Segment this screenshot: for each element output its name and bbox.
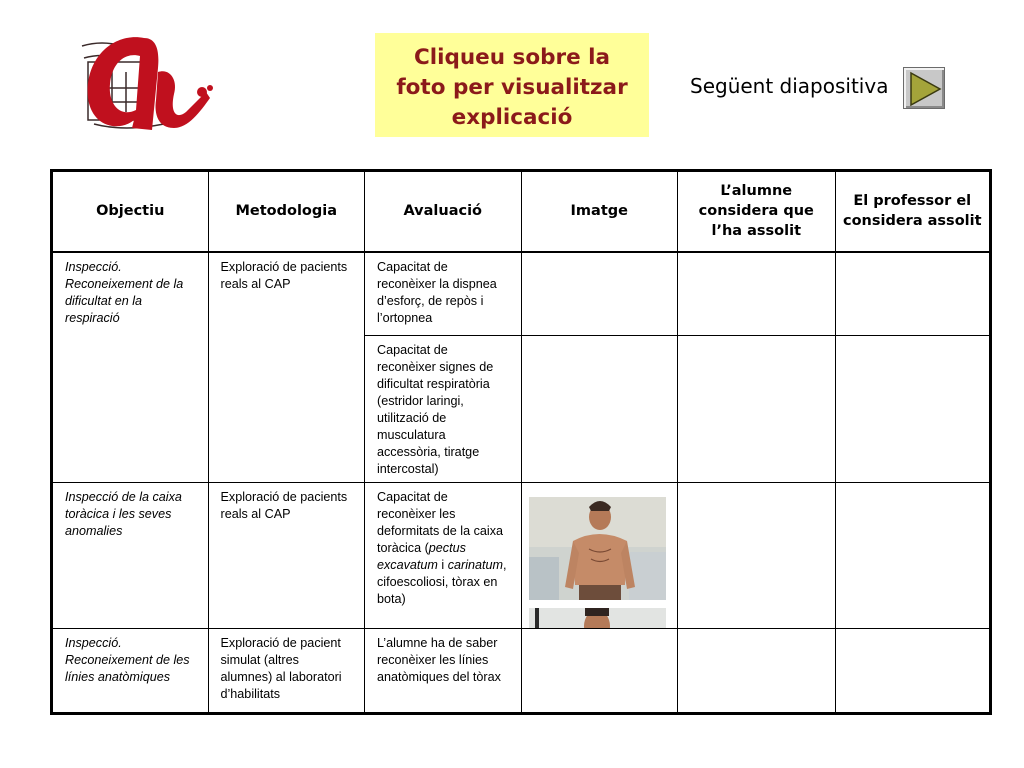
header-metodologia: Metodologia xyxy=(208,171,365,252)
callout-line-2: foto per visualitzar xyxy=(396,75,628,100)
next-slide-button[interactable] xyxy=(903,67,945,109)
alumne-check-cell[interactable] xyxy=(678,629,836,714)
header-alumne-assolit: L’alumne considera que l’ha assolit xyxy=(678,171,836,252)
thorax-front-photo[interactable] xyxy=(529,497,666,600)
metodologia-cell: Exploració de pacients reals al CAP xyxy=(208,483,365,629)
professor-check-cell[interactable] xyxy=(835,483,991,629)
objectiu-cell: Inspecció. Reconeixement de les línies anatòmiques xyxy=(52,629,209,714)
table-row xyxy=(52,629,991,714)
thorax-lines-photo[interactable] xyxy=(529,608,666,629)
table-header-row xyxy=(52,171,991,252)
header-objectiu: Objectiu xyxy=(52,171,209,252)
avaluacio-cell xyxy=(365,483,522,629)
competency-table xyxy=(50,169,992,715)
photo-instruction-callout xyxy=(375,33,649,137)
professor-check-cell[interactable] xyxy=(835,629,991,714)
table-row xyxy=(52,252,991,336)
play-triangle-icon xyxy=(904,68,946,110)
avaluacio-cell: Capacitat de reconèixer la dispnea d’esforç, de repòs i l’ortopnea xyxy=(365,252,522,336)
callout-line-3: explicació xyxy=(451,105,573,130)
professor-check-cell[interactable] xyxy=(835,252,991,336)
professor-check-cell[interactable] xyxy=(835,336,991,483)
header-professor-assolit: El professor el considera assolit xyxy=(835,171,991,252)
objectiu-cell: Inspecció. Reconeixement de la dificultat en la respiració xyxy=(52,252,209,483)
avaluacio-text-b: pectus excavatum xyxy=(377,541,466,572)
metodologia-cell: Exploració de pacients reals al CAP xyxy=(208,252,365,483)
avaluacio-cell: Capacitat de reconèixer signes de dificultat respiratòria (estridor laringi, utilització de musculatura accessòria, tiratge intercostal) xyxy=(365,336,522,483)
next-slide-label[interactable]: Següent diapositiva xyxy=(690,74,889,98)
table-row xyxy=(52,483,991,629)
metodologia-cell: Exploració de pacient simulat (altres alumnes) al laboratori d’habilitats xyxy=(208,629,365,714)
header-avaluacio: Avaluació xyxy=(365,171,522,252)
imatge-cell xyxy=(521,336,678,483)
callout-line-1: Cliqueu sobre la xyxy=(413,45,611,70)
university-logo xyxy=(74,28,219,140)
alumne-check-cell[interactable] xyxy=(678,483,836,629)
avaluacio-cell: L’alumne ha de saber reconèixer les línies anatòmiques del tòrax xyxy=(365,629,522,714)
header-imatge: Imatge xyxy=(521,171,678,252)
avaluacio-text-c: i xyxy=(437,558,448,572)
avaluacio-text-a: Capacitat de reconèixer les deformitats de la caixa toràcica ( xyxy=(377,490,503,555)
avaluacio-text-e: , cifoescoliosi, tòrax en bota) xyxy=(377,558,507,606)
imatge-cell xyxy=(521,483,678,629)
imatge-cell xyxy=(521,629,678,714)
imatge-cell xyxy=(521,252,678,336)
alumne-check-cell[interactable] xyxy=(678,336,836,483)
alumne-check-cell[interactable] xyxy=(678,252,836,336)
avaluacio-text-d: carinatum xyxy=(447,558,503,572)
objectiu-cell: Inspecció de la caixa toràcica i les seves anomalies xyxy=(52,483,209,629)
